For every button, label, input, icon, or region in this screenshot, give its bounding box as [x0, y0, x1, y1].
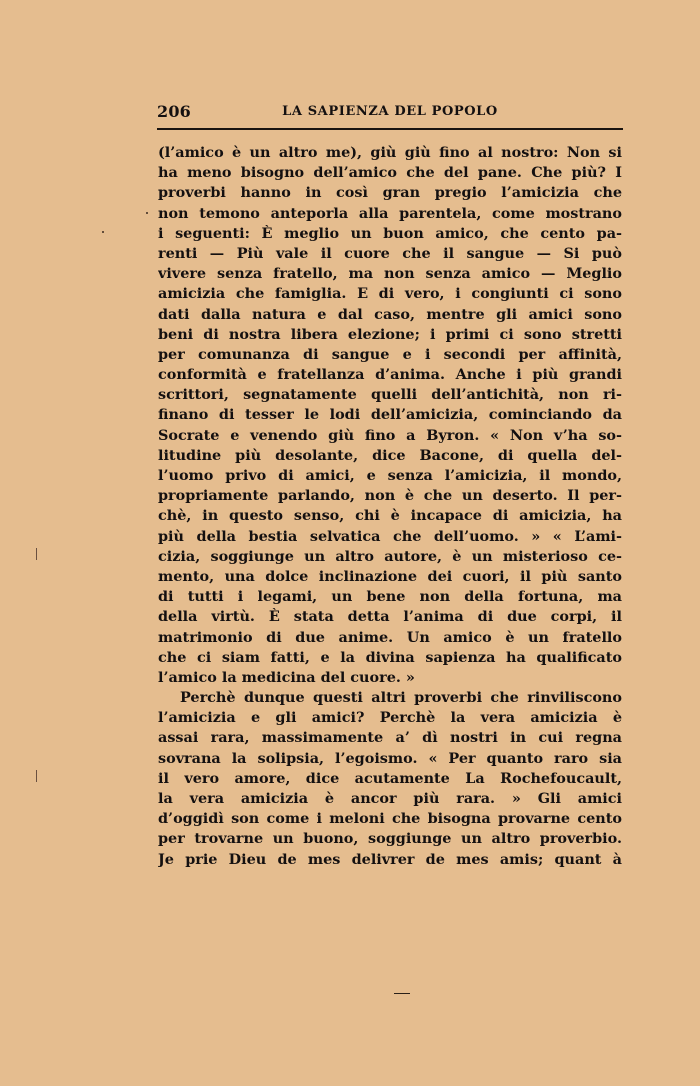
text-line: scrittori, segnatamente quelli dell’antichità, non ri-	[158, 386, 622, 404]
text-line: propriamente parlando, non è che un deserto. Il per-	[158, 487, 622, 505]
text-line: di tutti i legami, un bene non della fortuna, ma	[158, 588, 622, 606]
text-line: beni di nostra libera elezione; i primi ci sono stretti	[158, 325, 622, 343]
text-line: della virtù. È stata detta l’anima di due corpi, il	[158, 608, 622, 626]
text-line: per comunanza di sangue e i secondi per affinità,	[158, 345, 622, 363]
body-text	[158, 143, 622, 870]
text-line: amicizia che famiglia. E di vero, i congiunti ci sono	[158, 285, 622, 303]
margin-tick	[36, 770, 37, 782]
text-line: chè, in questo senso, chi è incapace di amicizia, ha	[158, 507, 622, 525]
margin-tick	[36, 548, 37, 560]
text-line: più della bestia selvatica che dell’uomo. » « L’ami-	[158, 527, 622, 545]
text-line: non temono anteporla alla parentela, come mostrano	[158, 204, 622, 222]
text-line: i seguenti: È meglio un buon amico, che cento pa-	[158, 224, 622, 242]
text-line: renti — Più vale il cuore che il sangue — Si può	[158, 244, 622, 262]
text-line: l’uomo privo di amici, e senza l’amicizia, il mondo,	[158, 467, 622, 484]
header-rule	[157, 128, 623, 130]
text-line: sovrana la solipsia, l’egoismo. « Per quanto raro sia	[158, 749, 622, 767]
page-number: 206	[157, 102, 191, 121]
text-line: mento, una dolce inclinazione dei cuori, il più santo	[158, 567, 622, 585]
text-line: matrimonio di due anime. Un amico è un fratello	[158, 628, 622, 646]
text-line: (l’amico è un altro me), giù giù fino al nostro: Non si	[158, 144, 622, 161]
text-line: che ci siam fatti, e la divina sapienza ha qualificato	[158, 648, 622, 666]
text-line: vivere senza fratello, ma non senza amico — Meglio	[158, 265, 622, 283]
text-line: ha meno bisogno dell’amico che del pane. Che più? I	[158, 164, 622, 182]
text-line: Socrate e venendo giù fino a Byron. « Non v’ha so-	[158, 426, 622, 444]
page-header	[157, 102, 623, 124]
text-line: dati dalla natura e dal caso, mentre gli amici sono	[158, 305, 622, 323]
text-line: Je prie Dieu de mes delivrer de mes amis; quant à	[158, 850, 622, 868]
margin-speck	[102, 231, 104, 233]
text-line: il vero amore, dice acutamente La Rochefoucault,	[158, 769, 622, 787]
text-line: conformità e fratellanza d’anima. Anche i più grandi	[158, 366, 622, 384]
text-line: proverbi hanno in così gran pregio l’amicizia che	[158, 184, 622, 202]
running-title: LA SAPIENZA DEL POPOLO	[282, 104, 498, 119]
text-line: d’oggidì son come i meloni che bisogna provarne cento	[158, 810, 622, 828]
text-line: per trovarne un buono, soggiunge un altro proverbio.	[158, 830, 622, 848]
margin-speck	[146, 212, 148, 214]
text-line: l’amicizia e gli amici? Perchè la vera amicizia è	[158, 709, 622, 727]
text-line: la vera amicizia è ancor più rara. » Gli amici	[158, 790, 622, 807]
bottom-mark	[394, 993, 410, 994]
text-line: Perchè dunque questi altri proverbi che rinviliscono	[180, 689, 622, 707]
text-line: cizia, soggiunge un altro autore, è un misterioso ce-	[158, 547, 622, 565]
text-line: l’amico la medicina del cuore. »	[158, 668, 415, 686]
text-line: assai rara, massimamente a’ dì nostri in cui regna	[158, 729, 622, 747]
text-line: litudine più desolante, dice Bacone, di quella del-	[158, 446, 622, 464]
text-line: finano di tesser le lodi dell’amicizia, cominciando da	[158, 406, 622, 424]
